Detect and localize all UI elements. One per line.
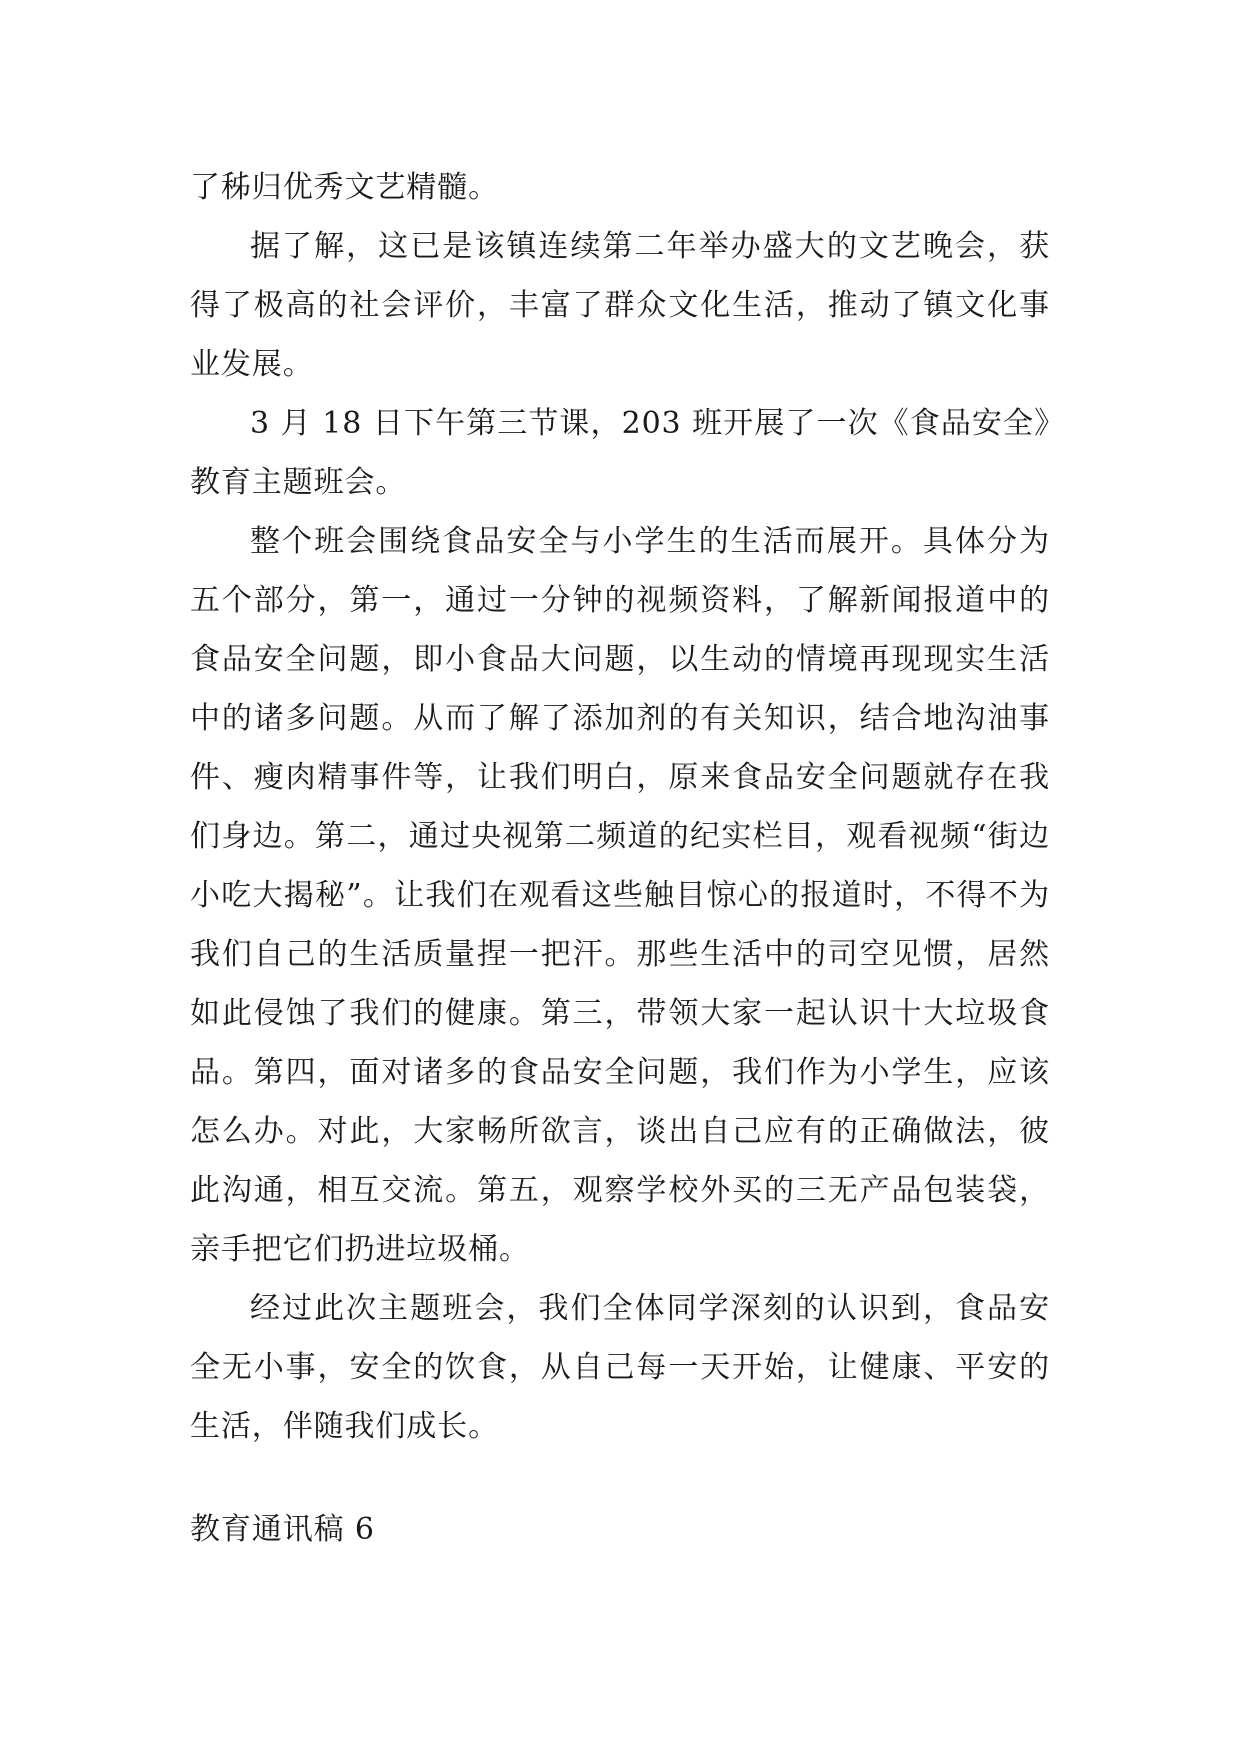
paragraph-continuation: 了秭归优秀文艺精髓。	[190, 170, 499, 205]
paragraph-meeting-details: 整个班会围绕食品安全与小学生的生活而展开。具体分为五个部分，第一，通过一分钟的视频资料，了解新闻报道中的食品安全问题，即小食品大问题，以生动的情境再现现实生活中的诸多问题。从而了解了添加剂的有关知识，结合地沟油事件、瘦肉精事件等，让我们明白，原来食品安全问题就存在我们身边。第二，通过央视第二频道的纪实栏目，观看视频“街边小吃大揭秘”。让我们在观看这些触目惊心的报道时，不得不为我们自己的生活质量捏一把汗。那些生活中的司空见惯，居然如此侵蚀了我们的健康。第三，带领大家一起认识十大垃圾食品。第四，面对诸多的食品安全问题，我们作为小学生，应该怎么办。对此，大家畅所欲言，谈出自己应有的正确做法，彼此沟通，相互交流。第五，观察学校外买的三无产品包装袋，亲手把它们扔进垃圾桶。	[190, 524, 1050, 1267]
paragraph-event-summary: 据了解，这已是该镇连续第二年举办盛大的文艺晚会，获得了极高的社会评价，丰富了群众文化生活，推动了镇文化事业发展。	[190, 229, 1050, 382]
paragraph-class-meeting-intro: 3 月 18 日下午第三节课，203 班开展了一次《食品安全》教育主题班会。	[190, 406, 1050, 500]
document-body	[190, 158, 1050, 1456]
section-heading: 教育通讯稿 6	[190, 1512, 375, 1547]
paragraph-conclusion: 经过此次主题班会，我们全体同学深刻的认识到，食品安全无小事，安全的饮食，从自己每一天开始，让健康、平安的生活，伴随我们成长。	[190, 1291, 1050, 1444]
